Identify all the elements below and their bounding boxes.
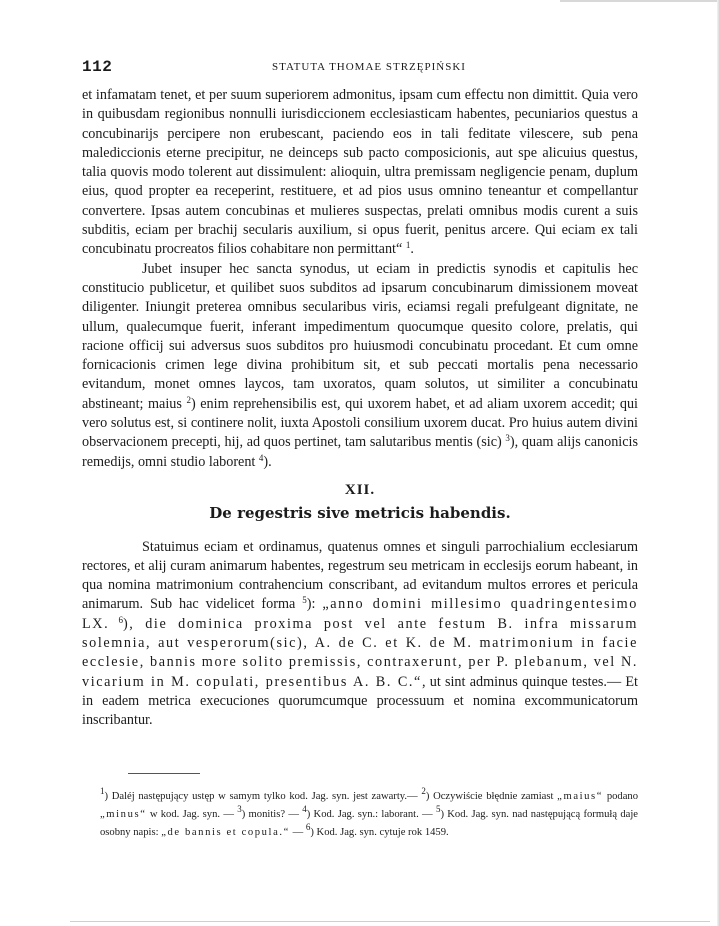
paragraph-text: Jubet insuper hec sancta synodus, ut eciam in predictis synodis et capitulis hec constitucio publicetur, et quilibet suos subditos ad ipsarum concubinarum dimissionem moveat diligenter. Iniungit preterea omnibus secularibus viris, eciamsi regali prefulgeant dignitate, ne ullum, qualecumque fuerit, inferant impedimentum quocumque quesito colore, prelatis, qui racione officij sui adversus suos subditos pro huiusmodi concubinatu procedant. Et cum omne fornicacionis crimen lege divina prohibitum sit, et sub peccati mortalis pena necessario evitandum, monet omnes laycos, tam uxoratos, quam solutos, ut similiter a concubinatu abstineant; maius: [82, 260, 638, 412]
footnote-ref: 4: [258, 452, 264, 463]
footnote-ref: 6: [118, 614, 123, 625]
page-edge-bottom: [70, 921, 710, 922]
paragraph-continued: [82, 86, 638, 260]
section-title: De regestris sive metricis habendis.: [209, 504, 511, 523]
formula-text: „anno domini millesimo quadringentesimo LX.: [82, 596, 638, 632]
footnote-text: ) Kod. Jag. syn.: laborant. —: [306, 809, 433, 820]
paragraph-text: ).: [263, 453, 272, 470]
footnote-inscription: „de bannis et copula.“: [161, 827, 290, 838]
footnote-text: podano: [606, 791, 638, 802]
paragraph-text: ) enim reprehensibilis est, qui uxorem habet, et ad aliam uxorem accedit; qui vero solutus est, si continere nolit, iuxta Apostoli consilium uxorem ducat. Pro huius autem divini observacionem precepti, hij, ad quos pertinet, tam salutaribus mentis (sic): [82, 395, 638, 451]
page-header: [82, 58, 638, 78]
page-number: 112: [82, 58, 113, 76]
paragraph-text: , ut sint adminus quinque testes.— Et in eadem metrica execuciones quorumcumque processuum et nomina excommunicatorum inscribantur.: [82, 673, 638, 729]
footnotes: [100, 788, 638, 842]
paragraph-text: Statuimus eciam et ordinamus, quatenus omnes et singuli parrochialium ecclesiarum rectores, et alij curam animarum habentes, regestrum seu metricam in ecclesijs eorum habeant, in qua nomina matrimonium contrahencium conscribant, ad evitandum multos errores et pericula animarum. Sub hac videlicet forma: [82, 538, 638, 613]
footnote-text: ) Kod. Jag. syn. cytuje rok 1459.: [310, 827, 449, 838]
section-number: XII.: [344, 481, 376, 498]
footnote-mark: 6: [305, 822, 311, 832]
footnote-mark: 1: [100, 786, 105, 796]
footnote-ref: 1: [405, 240, 411, 251]
footnote-text: w kod. Jag. syn. —: [149, 809, 234, 820]
running-head: STATUTA THOMAE STRZĘPIŃSKI: [272, 61, 466, 73]
paragraph-text: ):: [306, 596, 316, 613]
footnote-ref: 2: [186, 394, 191, 405]
footnote-word: „minus“: [100, 809, 147, 820]
footnote-ref: 3: [505, 433, 510, 444]
paragraph: [82, 538, 638, 731]
footnote-divider: [128, 773, 200, 774]
footnote-text: —: [292, 827, 304, 838]
paragraph: [82, 260, 638, 472]
footnote-mark: 4: [302, 804, 307, 814]
paragraph-text: .: [410, 241, 414, 258]
footnote-mark: 2: [421, 786, 426, 796]
footnote-word: „maius“: [557, 791, 604, 802]
page-edge-top: [560, 0, 720, 2]
footnote-mark: 5: [435, 804, 441, 814]
paragraph-text: et infamatam tenet, et per suum superiorem admonitus, ipsam cum effectu non dimittit. Quia vero in quibusdam regionibus nonnulli iurisdiccionem ecclesiasticam habentes, pecuniarios questus a concubinarijs percipere non erubescant, paciendo eos in tali feditate vilescere, sub pena malediccionis eterne precipitur, ne deinceps sub pacto composicionis, aut spe alicuius questus, talia quovis modo tolerent aut dissimulent: alioquin, ultra premissam negligencie penam, duplum eius, quod propter ea receperint, restituere, et ad pios usus omnino teneantur et compellantur convertere. Ipsas autem concubinas et mulieres suspectas, prelati omnibus modis curent a suis subditis, eciam per brachij secularis auxilium, si opus fuerit, penitus arcere. Qui eciam ex tali concubinatu procreatos filios cohabitare non permittant“: [82, 87, 638, 258]
footnote-text: ) Daléj następujący ustęp w samym tylko kod. Jag. syn. jest zawarty.—: [104, 791, 418, 802]
footnote-ref: 5: [302, 595, 307, 606]
main-text: [82, 86, 638, 731]
footnote-text: ) monitis? —: [241, 809, 299, 820]
formula-text: ), die dominica proxima post vel ante festum B. infra missarum solemnia, aut vesperorum(sic), A. de C. et K. de M. matrimonium in facie ecclesie, bannis more solito premissis, contraxerunt, per P. plebanum, vel N. vicarium in M. copulati, presentibus A. B. C.“: [82, 615, 638, 690]
footnote-text: ) Kod. Jag. syn. nad następującą formułą daje osobny napis:: [100, 809, 638, 838]
paragraph-text: ), quam alijs canonicis remedijs, omni studio laborent: [82, 434, 639, 470]
footnote-text: ) Oczywiście błędnie zamiast: [425, 791, 554, 802]
footnote-block: [100, 788, 638, 842]
footnote-mark: 3: [237, 804, 242, 814]
